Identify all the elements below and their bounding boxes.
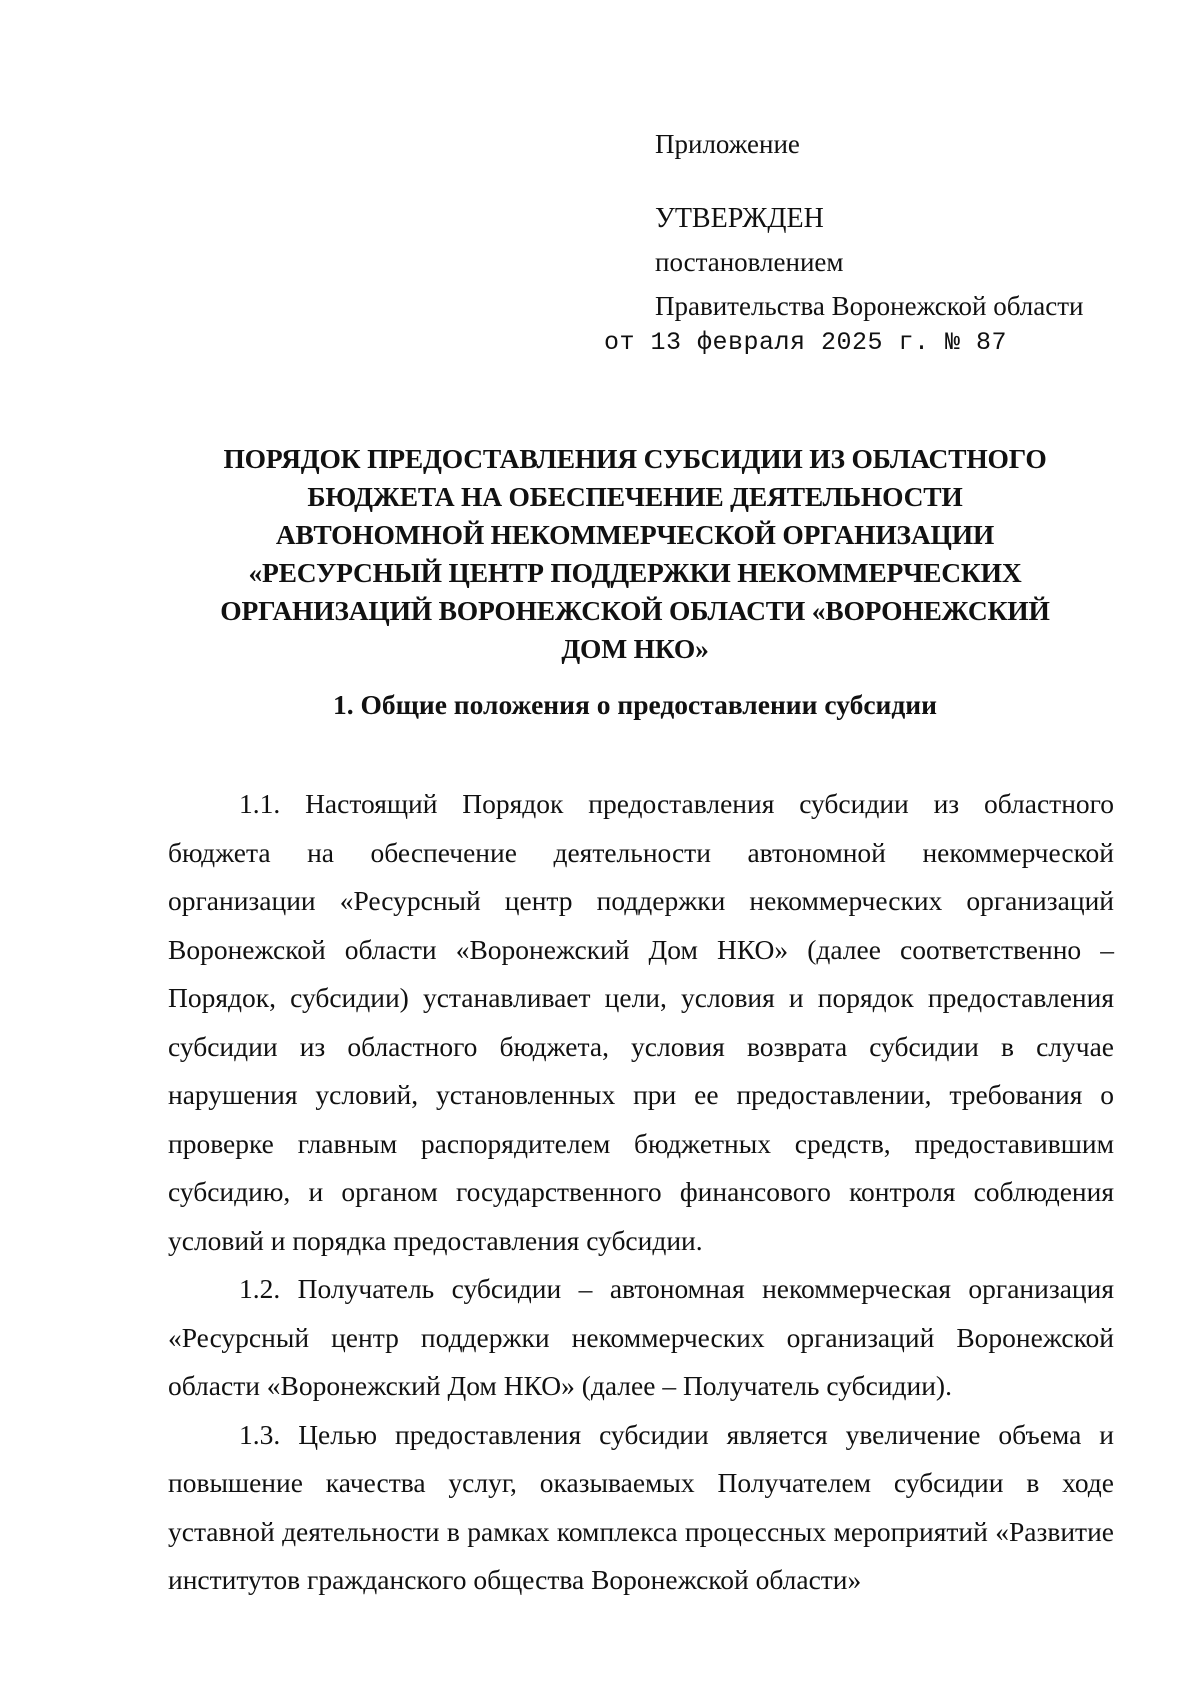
title-line: БЮДЖЕТА НА ОБЕСПЕЧЕНИЕ ДЕЯТЕЛЬНОСТИ <box>307 481 963 512</box>
approved-label: УТВЕРЖДЕН <box>655 203 824 235</box>
resolution-label: постановлением <box>655 246 844 277</box>
paragraph-1-2: 1.2. Получатель субсидии – автономная некоммерческая организация «Ресурсный центр поддержки некоммерческих организаций Воронежской области «Воронежский Дом НКО» (далее – Получатель субсидии). <box>168 1273 1114 1401</box>
title-line: «РЕСУРСНЫЙ ЦЕНТР ПОДДЕРЖКИ НЕКОММЕРЧЕСКИХ <box>248 557 1022 588</box>
paragraph-1-1: 1.1. Настоящий Порядок предоставления субсидии из областного бюджета на обеспечение деятельности автономной некоммерческой организации «Ресурсный центр поддержки некоммерческих организаций Воронежской области «Воронежский Дом НКО» (далее соответственно – Порядок, субсидии) устанавливает цели, условия и порядок предоставления субсидии из областного бюджета, условия возврата субсидии в случае нарушения условий, установленных при ее предоставлении, требования о проверке главным распорядителем бюджетных средств, предоставившим субсидию, и органом государственного финансового контроля соблюдения условий и порядка предоставления субсидии. <box>168 788 1114 1256</box>
authority-label: Правительства Воронежской области <box>655 291 1084 322</box>
title-line: ПОРЯДОК ПРЕДОСТАВЛЕНИЯ СУБСИДИИ ИЗ ОБЛАСТНОГО <box>223 443 1047 474</box>
appendix-label: Приложение <box>655 129 800 159</box>
document-title <box>170 440 1100 668</box>
title-line: ДОМ НКО» <box>561 633 709 664</box>
paragraph-1-3: 1.3. Целью предоставления субсидии является увеличение объема и повышение качества услуг, оказываемых Получателем субсидии в ходе уставной деятельности в рамках комплекса процессных мероприятий «Развитие институтов гражданского общества Воронежской области» <box>168 1418 1114 1595</box>
section-heading: 1. Общие положения о предоставлении субсидии <box>333 689 937 720</box>
title-line: АВТОНОМНОЙ НЕКОММЕРЧЕСКОЙ ОРГАНИЗАЦИИ <box>275 519 995 550</box>
approval-block <box>655 128 1135 335</box>
body-text <box>168 780 1114 1605</box>
approval-date-number: от 13 февраля 2025 г. № 87 <box>604 328 1008 357</box>
title-line: ОРГАНИЗАЦИЙ ВОРОНЕЖСКОЙ ОБЛАСТИ «ВОРОНЕЖСКИЙ <box>220 595 1050 626</box>
